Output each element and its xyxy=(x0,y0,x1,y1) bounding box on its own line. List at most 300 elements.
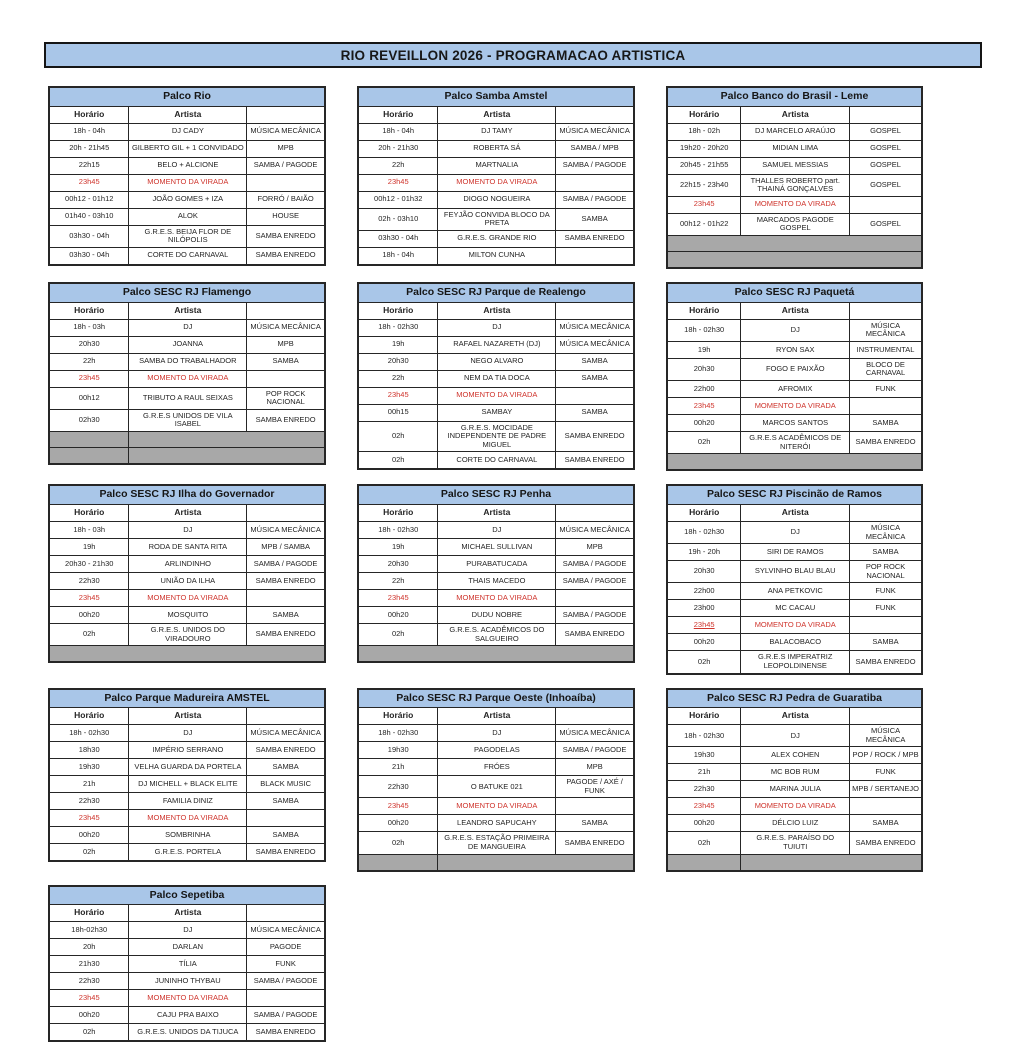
genre-cell: SAMBA xyxy=(272,795,299,805)
genre-cell: MÚSICA MECÂNICA xyxy=(559,322,630,332)
time-cell: 20h30 - 21h30 xyxy=(50,556,129,572)
stage-table-title: Palco SESC RJ Parque de Realengo xyxy=(359,284,633,303)
artist-cell: BELO + ALCIONE xyxy=(129,158,247,174)
artist-cell: FRÓES xyxy=(438,759,556,775)
stage-table-title: Palco Parque Madureira AMSTEL xyxy=(50,690,324,709)
genre-cell: MPB xyxy=(586,761,603,771)
stage-table xyxy=(666,484,923,674)
filler-time-cell xyxy=(50,432,129,447)
genre-cell: SAMBA / PAGODE xyxy=(253,558,318,568)
schedule-row xyxy=(50,844,324,860)
artist-cell: G.R.E.S. GRANDE RIO xyxy=(438,231,556,247)
genre-cell: MÚSICA MECÂNICA xyxy=(559,524,630,534)
artist-cell: G.R.E.S ACADÊMICOS DE NITERÓI xyxy=(741,432,850,453)
midnight-turn-row xyxy=(359,175,633,192)
filler-row xyxy=(50,646,324,661)
genre-cell: SAMBA xyxy=(872,637,899,647)
stage-table-title: Palco SESC RJ Ilha do Governador xyxy=(50,486,324,505)
time-cell: 18h - 02h xyxy=(668,124,741,140)
stage-table xyxy=(357,282,635,470)
table-header-row xyxy=(50,905,324,922)
genre-cell: MPB / SAMBA xyxy=(261,541,310,551)
time-cell: 19h xyxy=(668,342,741,358)
genre-cell xyxy=(247,810,324,826)
schedule-row xyxy=(359,776,633,798)
artist-cell: NEM DA TIA DOCA xyxy=(438,371,556,387)
time-cell: 00h20 xyxy=(50,827,129,843)
schedule-row xyxy=(50,922,324,939)
time-cell: 23h45 xyxy=(359,590,438,606)
column-header-artist: Artista xyxy=(129,708,247,724)
artist-cell: MC CACAU xyxy=(741,600,850,616)
genre-cell: MÚSICA MECÂNICA xyxy=(865,522,906,541)
stage-table xyxy=(357,688,635,872)
artist-cell: O BATUKE 021 xyxy=(438,776,556,797)
genre-cell: SAMBA ENREDO xyxy=(255,575,316,585)
time-cell: 03h30 - 04h xyxy=(50,226,129,247)
artist-cell: DJ TAMY xyxy=(438,124,556,140)
column-header-genre xyxy=(850,303,921,319)
time-cell: 02h xyxy=(668,832,741,853)
midnight-turn-row xyxy=(50,590,324,607)
artist-cell: DARLAN xyxy=(129,939,247,955)
genre-cell xyxy=(850,617,921,633)
time-cell: 02h xyxy=(50,624,129,645)
time-cell: 18h - 03h xyxy=(50,320,129,336)
artist-cell: DJ MICHELL + BLACK ELITE xyxy=(129,776,247,792)
time-cell: 02h xyxy=(359,832,438,853)
time-cell: 00h12 - 01h22 xyxy=(668,214,741,235)
artist-cell: G.R.E.S. UNIDOS DO VIRADOURO xyxy=(129,624,247,645)
column-header-artist: Artista xyxy=(129,303,247,319)
column-header-artist: Artista xyxy=(129,107,247,123)
stage-table-title: Palco SESC RJ Penha xyxy=(359,486,633,505)
filler-full-cell xyxy=(359,646,633,661)
genre-cell: SAMBA / MPB xyxy=(570,143,619,153)
time-cell: 19h xyxy=(359,539,438,555)
genre-cell: MPB xyxy=(277,339,294,349)
schedule-row xyxy=(359,158,633,175)
filler-row xyxy=(359,855,633,870)
time-cell: 00h20 xyxy=(668,634,741,650)
column-header-time: Horário xyxy=(359,107,438,123)
stage-table xyxy=(666,688,923,872)
genre-cell: HOUSE xyxy=(272,211,299,221)
genre-cell: SAMBA xyxy=(581,356,608,366)
midnight-turn-row xyxy=(50,175,324,192)
artist-cell: MARINA JULIA xyxy=(741,781,850,797)
schedule-row xyxy=(668,175,921,197)
column-header-time: Horário xyxy=(50,905,129,921)
time-cell: 03h30 - 04h xyxy=(50,248,129,264)
artist-cell: DJ xyxy=(438,522,556,538)
schedule-row xyxy=(50,388,324,410)
genre-cell xyxy=(556,248,633,264)
schedule-row xyxy=(359,452,633,468)
time-cell: 18h - 02h30 xyxy=(668,522,741,543)
time-cell: 22h00 xyxy=(668,583,741,599)
genre-cell xyxy=(850,398,921,414)
time-cell: 22h xyxy=(359,573,438,589)
artist-cell: DJ xyxy=(741,320,850,341)
time-cell: 22h30 xyxy=(359,776,438,797)
genre-cell: SAMBA ENREDO xyxy=(255,846,316,856)
time-cell: 18h - 04h xyxy=(359,124,438,140)
time-cell: 19h xyxy=(50,539,129,555)
schedule-row xyxy=(50,725,324,742)
column-header-time: Horário xyxy=(668,107,741,123)
artist-cell: TRIBUTO A RAUL SEIXAS xyxy=(129,388,247,409)
schedule-row xyxy=(668,815,921,832)
genre-cell: SAMBA ENREDO xyxy=(255,230,316,240)
time-cell: 20h xyxy=(50,939,129,955)
schedule-row xyxy=(50,158,324,175)
artist-cell: FEYJÃO CONVIDA BLOCO DA PRETA xyxy=(438,209,556,230)
column-header-genre xyxy=(556,303,633,319)
midnight-turn-row xyxy=(359,388,633,405)
time-cell: 19h30 xyxy=(50,759,129,775)
artist-cell: MOMENTO DA VIRADA xyxy=(438,798,556,814)
genre-cell xyxy=(247,590,324,606)
schedule-row xyxy=(359,354,633,371)
genre-cell: FUNK xyxy=(875,767,896,777)
artist-cell: UNIÃO DA ILHA xyxy=(129,573,247,589)
time-cell: 23h45 xyxy=(359,175,438,191)
genre-cell: SAMBA xyxy=(581,213,608,223)
column-header-time: Horário xyxy=(359,303,438,319)
stage-table-title: Palco SESC RJ Flamengo xyxy=(50,284,324,303)
genre-cell: SAMBA xyxy=(272,356,299,366)
schedule-row xyxy=(359,124,633,141)
schedule-row xyxy=(359,405,633,422)
genre-cell: PAGODE xyxy=(269,941,302,951)
time-cell: 21h xyxy=(359,759,438,775)
column-header-genre xyxy=(850,708,921,724)
schedule-row xyxy=(668,651,921,672)
artist-cell: GILBERTO GIL + 1 CONVIDADO xyxy=(129,141,247,157)
time-cell: 18h - 02h30 xyxy=(668,320,741,341)
artist-cell: MOMENTO DA VIRADA xyxy=(741,398,850,414)
schedule-row xyxy=(359,832,633,854)
column-header-artist: Artista xyxy=(741,303,850,319)
artist-cell: DJ xyxy=(129,922,247,938)
table-header-row xyxy=(359,107,633,124)
genre-cell: SAMBA / PAGODE xyxy=(253,975,318,985)
genre-cell: MÚSICA MECÂNICA xyxy=(250,322,321,332)
schedule-row xyxy=(50,248,324,264)
schedule-row xyxy=(359,209,633,231)
column-header-time: Horário xyxy=(50,107,129,123)
time-cell: 00h20 xyxy=(50,607,129,623)
artist-cell: CORTE DO CARNAVAL xyxy=(438,452,556,468)
midnight-turn-row xyxy=(50,371,324,388)
filler-rest-cell xyxy=(129,432,324,447)
stage-table xyxy=(48,484,326,663)
schedule-row xyxy=(668,214,921,236)
artist-cell: ANA PETKOVIC xyxy=(741,583,850,599)
artist-cell: ROBERTA SÁ xyxy=(438,141,556,157)
genre-cell: SAMBA ENREDO xyxy=(255,250,316,260)
schedule-row xyxy=(359,725,633,742)
schedule-row xyxy=(359,422,633,453)
artist-cell: MOMENTO DA VIRADA xyxy=(129,371,247,387)
genre-cell xyxy=(556,798,633,814)
time-cell: 22h15 - 23h40 xyxy=(668,175,741,196)
schedule-row xyxy=(668,381,921,398)
genre-cell: SAMBA ENREDO xyxy=(564,431,625,441)
genre-cell xyxy=(247,990,324,1006)
filler-full-cell xyxy=(668,252,921,267)
time-cell: 20h - 21h45 xyxy=(50,141,129,157)
schedule-row xyxy=(668,320,921,342)
genre-cell xyxy=(247,175,324,191)
artist-cell: DJ xyxy=(129,725,247,741)
artist-cell: G.R.E.S UNIDOS DE VILA ISABEL xyxy=(129,410,247,431)
time-cell: 20h45 - 21h55 xyxy=(668,158,741,174)
schedule-row xyxy=(50,556,324,573)
time-cell: 20h30 xyxy=(359,354,438,370)
artist-cell: MOMENTO DA VIRADA xyxy=(741,798,850,814)
schedule-row xyxy=(359,624,633,646)
time-cell: 19h - 20h xyxy=(668,544,741,560)
filler-full-cell xyxy=(668,236,921,251)
time-cell: 22h30 xyxy=(668,781,741,797)
column-header-artist: Artista xyxy=(438,708,556,724)
genre-cell: INSTRUMENTAL xyxy=(856,344,915,354)
artist-cell: RODA DE SANTA RITA xyxy=(129,539,247,555)
time-cell: 00h12 - 01h32 xyxy=(359,192,438,208)
column-header-time: Horário xyxy=(668,708,741,724)
time-cell: 23h45 xyxy=(50,810,129,826)
genre-cell: SAMBA xyxy=(272,761,299,771)
midnight-turn-row xyxy=(50,990,324,1007)
artist-cell: IMPÉRIO SERRANO xyxy=(129,742,247,758)
time-cell: 18h - 02h30 xyxy=(359,320,438,336)
genre-cell: POP ROCK NACIONAL xyxy=(265,388,306,407)
schedule-row xyxy=(359,371,633,388)
genre-cell: SAMBA / PAGODE xyxy=(562,194,627,204)
genre-cell: SAMBA ENREDO xyxy=(855,437,916,447)
time-cell: 23h45 xyxy=(668,398,741,414)
genre-cell: BLOCO DE CARNAVAL xyxy=(865,359,906,378)
filler-time-cell xyxy=(668,855,741,870)
schedule-row xyxy=(50,522,324,539)
genre-cell: MÚSICA MECÂNICA xyxy=(865,320,906,339)
artist-cell: AFROMIX xyxy=(741,381,850,397)
genre-cell: MÚSICA MECÂNICA xyxy=(559,339,630,349)
time-cell: 23h45 xyxy=(668,798,741,814)
schedule-row xyxy=(359,320,633,337)
midnight-turn-row xyxy=(668,398,921,415)
column-header-time: Horário xyxy=(50,708,129,724)
artist-cell: ALEX COHEN xyxy=(741,747,850,763)
time-cell: 22h30 xyxy=(50,573,129,589)
genre-cell xyxy=(556,590,633,606)
time-cell: 01h40 - 03h10 xyxy=(50,209,129,225)
artist-cell: LEANDRO SAPUCAHY xyxy=(438,815,556,831)
time-cell: 20h30 xyxy=(359,556,438,572)
stage-table-title: Palco Rio xyxy=(50,88,324,107)
artist-cell: MOMENTO DA VIRADA xyxy=(438,388,556,404)
filler-row xyxy=(668,855,921,870)
time-cell: 00h20 xyxy=(359,815,438,831)
schedule-row xyxy=(668,747,921,764)
genre-cell: MPB xyxy=(586,541,603,551)
genre-cell: SAMBA / PAGODE xyxy=(253,160,318,170)
artist-cell: MOSQUITO xyxy=(129,607,247,623)
time-cell: 20h30 xyxy=(668,561,741,582)
stage-table xyxy=(357,86,635,266)
artist-cell: PAGODELAS xyxy=(438,742,556,758)
genre-cell: SAMBA xyxy=(581,818,608,828)
time-cell: 00h15 xyxy=(359,405,438,421)
artist-cell: DJ xyxy=(438,320,556,336)
artist-cell: SAMBAY xyxy=(438,405,556,421)
time-cell: 00h20 xyxy=(668,415,741,431)
artist-cell: CAJU PRA BAIXO xyxy=(129,1007,247,1023)
schedule-row xyxy=(50,973,324,990)
artist-cell: MOMENTO DA VIRADA xyxy=(741,197,850,213)
time-cell: 18h - 02h30 xyxy=(359,522,438,538)
time-cell: 18h - 04h xyxy=(50,124,129,140)
column-header-time: Horário xyxy=(50,303,129,319)
column-header-artist: Artista xyxy=(438,107,556,123)
genre-cell: SAMBA xyxy=(272,609,299,619)
stage-table-title: Palco SESC RJ Parque Oeste (Inhoaíba) xyxy=(359,690,633,709)
artist-cell: G.R.E.S. UNIDOS DA TIJUCA xyxy=(129,1024,247,1040)
genre-cell: SAMBA ENREDO xyxy=(255,415,316,425)
genre-cell: GOSPEL xyxy=(870,126,901,136)
genre-cell: SAMBA ENREDO xyxy=(855,837,916,847)
schedule-row xyxy=(359,141,633,158)
artist-cell: THAIS MACEDO xyxy=(438,573,556,589)
schedule-row xyxy=(50,956,324,973)
schedule-row xyxy=(668,781,921,798)
genre-cell: GOSPEL xyxy=(870,143,901,153)
genre-cell: MÚSICA MECÂNICA xyxy=(250,524,321,534)
artist-cell: DÉLCIO LUIZ xyxy=(741,815,850,831)
time-cell: 19h30 xyxy=(668,747,741,763)
time-cell: 22h00 xyxy=(668,381,741,397)
time-cell: 22h15 xyxy=(50,158,129,174)
artist-cell: G.R.E.S. PORTELA xyxy=(129,844,247,860)
artist-cell: JOANNA xyxy=(129,337,247,353)
filler-rest-cell xyxy=(741,855,921,870)
genre-cell: SAMBA / PAGODE xyxy=(562,609,627,619)
time-cell: 20h - 21h30 xyxy=(359,141,438,157)
column-header-genre xyxy=(556,708,633,724)
column-header-genre xyxy=(556,107,633,123)
time-cell: 23h45 xyxy=(50,990,129,1006)
artist-cell: SIRI DE RAMOS xyxy=(741,544,850,560)
artist-cell: DIOGO NOGUEIRA xyxy=(438,192,556,208)
schedule-row xyxy=(668,561,921,583)
time-cell: 00h20 xyxy=(668,815,741,831)
column-header-genre xyxy=(850,505,921,521)
artist-cell: BALACOBACO xyxy=(741,634,850,650)
schedule-row xyxy=(668,342,921,359)
artist-cell: G.R.E.S. ESTAÇÃO PRIMEIRA DE MANGUEIRA xyxy=(438,832,556,853)
column-header-time: Horário xyxy=(359,708,438,724)
time-cell: 18h - 04h xyxy=(359,248,438,264)
genre-cell xyxy=(850,197,921,213)
column-header-artist: Artista xyxy=(741,505,850,521)
artist-cell: MOMENTO DA VIRADA xyxy=(129,590,247,606)
stage-table-title: Palco SESC RJ Piscinão de Ramos xyxy=(668,486,921,505)
stage-table xyxy=(666,282,923,471)
stage-table xyxy=(48,885,326,1042)
time-cell: 23h45 xyxy=(668,617,741,633)
artist-cell: MILTON CUNHA xyxy=(438,248,556,264)
artist-cell: G.R.E.S. BEIJA FLOR DE NILÓPOLIS xyxy=(129,226,247,247)
time-cell: 23h00 xyxy=(668,600,741,616)
genre-cell: MÚSICA MECÂNICA xyxy=(250,126,321,136)
genre-cell: SAMBA ENREDO xyxy=(255,629,316,639)
artist-cell: NEGO ALVARO xyxy=(438,354,556,370)
schedule-row xyxy=(668,124,921,141)
time-cell: 23h45 xyxy=(668,197,741,213)
schedule-row xyxy=(50,320,324,337)
time-cell: 20h30 xyxy=(50,337,129,353)
artist-cell: MICHAEL SULLIVAN xyxy=(438,539,556,555)
artist-cell: FOGO E PAIXÃO xyxy=(741,359,850,380)
filler-row xyxy=(359,646,633,661)
genre-cell: SAMBA xyxy=(581,373,608,383)
schedule-row xyxy=(359,337,633,354)
genre-cell: POP ROCK NACIONAL xyxy=(865,562,906,580)
time-cell: 20h30 xyxy=(668,359,741,380)
column-header-genre xyxy=(850,107,921,123)
time-cell: 19h xyxy=(359,337,438,353)
stage-table xyxy=(357,484,635,663)
schedule-row xyxy=(50,607,324,624)
schedule-row xyxy=(668,725,921,747)
schedule-row xyxy=(50,1024,324,1040)
schedule-row xyxy=(50,539,324,556)
time-cell: 23h45 xyxy=(359,798,438,814)
schedule-row xyxy=(668,432,921,454)
artist-cell: G.R.E.S IMPERATRIZ LEOPOLDINENSE xyxy=(741,651,850,672)
filler-rest-cell xyxy=(129,448,324,463)
schedule-row xyxy=(50,827,324,844)
schedule-row xyxy=(668,415,921,432)
schedule-row xyxy=(359,522,633,539)
filler-row xyxy=(668,454,921,469)
midnight-turn-row xyxy=(668,617,921,634)
artist-cell: THALLES ROBERTO part. THAINÁ GONÇALVES xyxy=(741,175,850,196)
filler-row xyxy=(668,236,921,252)
page-title: RIO REVEILLON 2026 - PROGRAMACAO ARTISTICA xyxy=(44,42,982,68)
genre-cell: SAMBA xyxy=(872,818,899,828)
column-header-artist: Artista xyxy=(129,505,247,521)
schedule-row xyxy=(359,231,633,248)
time-cell: 21h30 xyxy=(50,956,129,972)
genre-cell: SAMBA xyxy=(872,417,899,427)
time-cell: 18h - 02h30 xyxy=(668,725,741,746)
schedule-row xyxy=(50,141,324,158)
schedule-row xyxy=(359,742,633,759)
artist-cell: MOMENTO DA VIRADA xyxy=(129,990,247,1006)
midnight-turn-row xyxy=(668,798,921,815)
time-cell: 00h20 xyxy=(359,607,438,623)
schedule-row xyxy=(359,607,633,624)
time-cell: 22h xyxy=(359,371,438,387)
genre-cell: GOSPEL xyxy=(870,179,901,189)
time-cell: 21h xyxy=(668,764,741,780)
artist-cell: MOMENTO DA VIRADA xyxy=(129,810,247,826)
table-header-row xyxy=(359,303,633,320)
column-header-time: Horário xyxy=(668,303,741,319)
